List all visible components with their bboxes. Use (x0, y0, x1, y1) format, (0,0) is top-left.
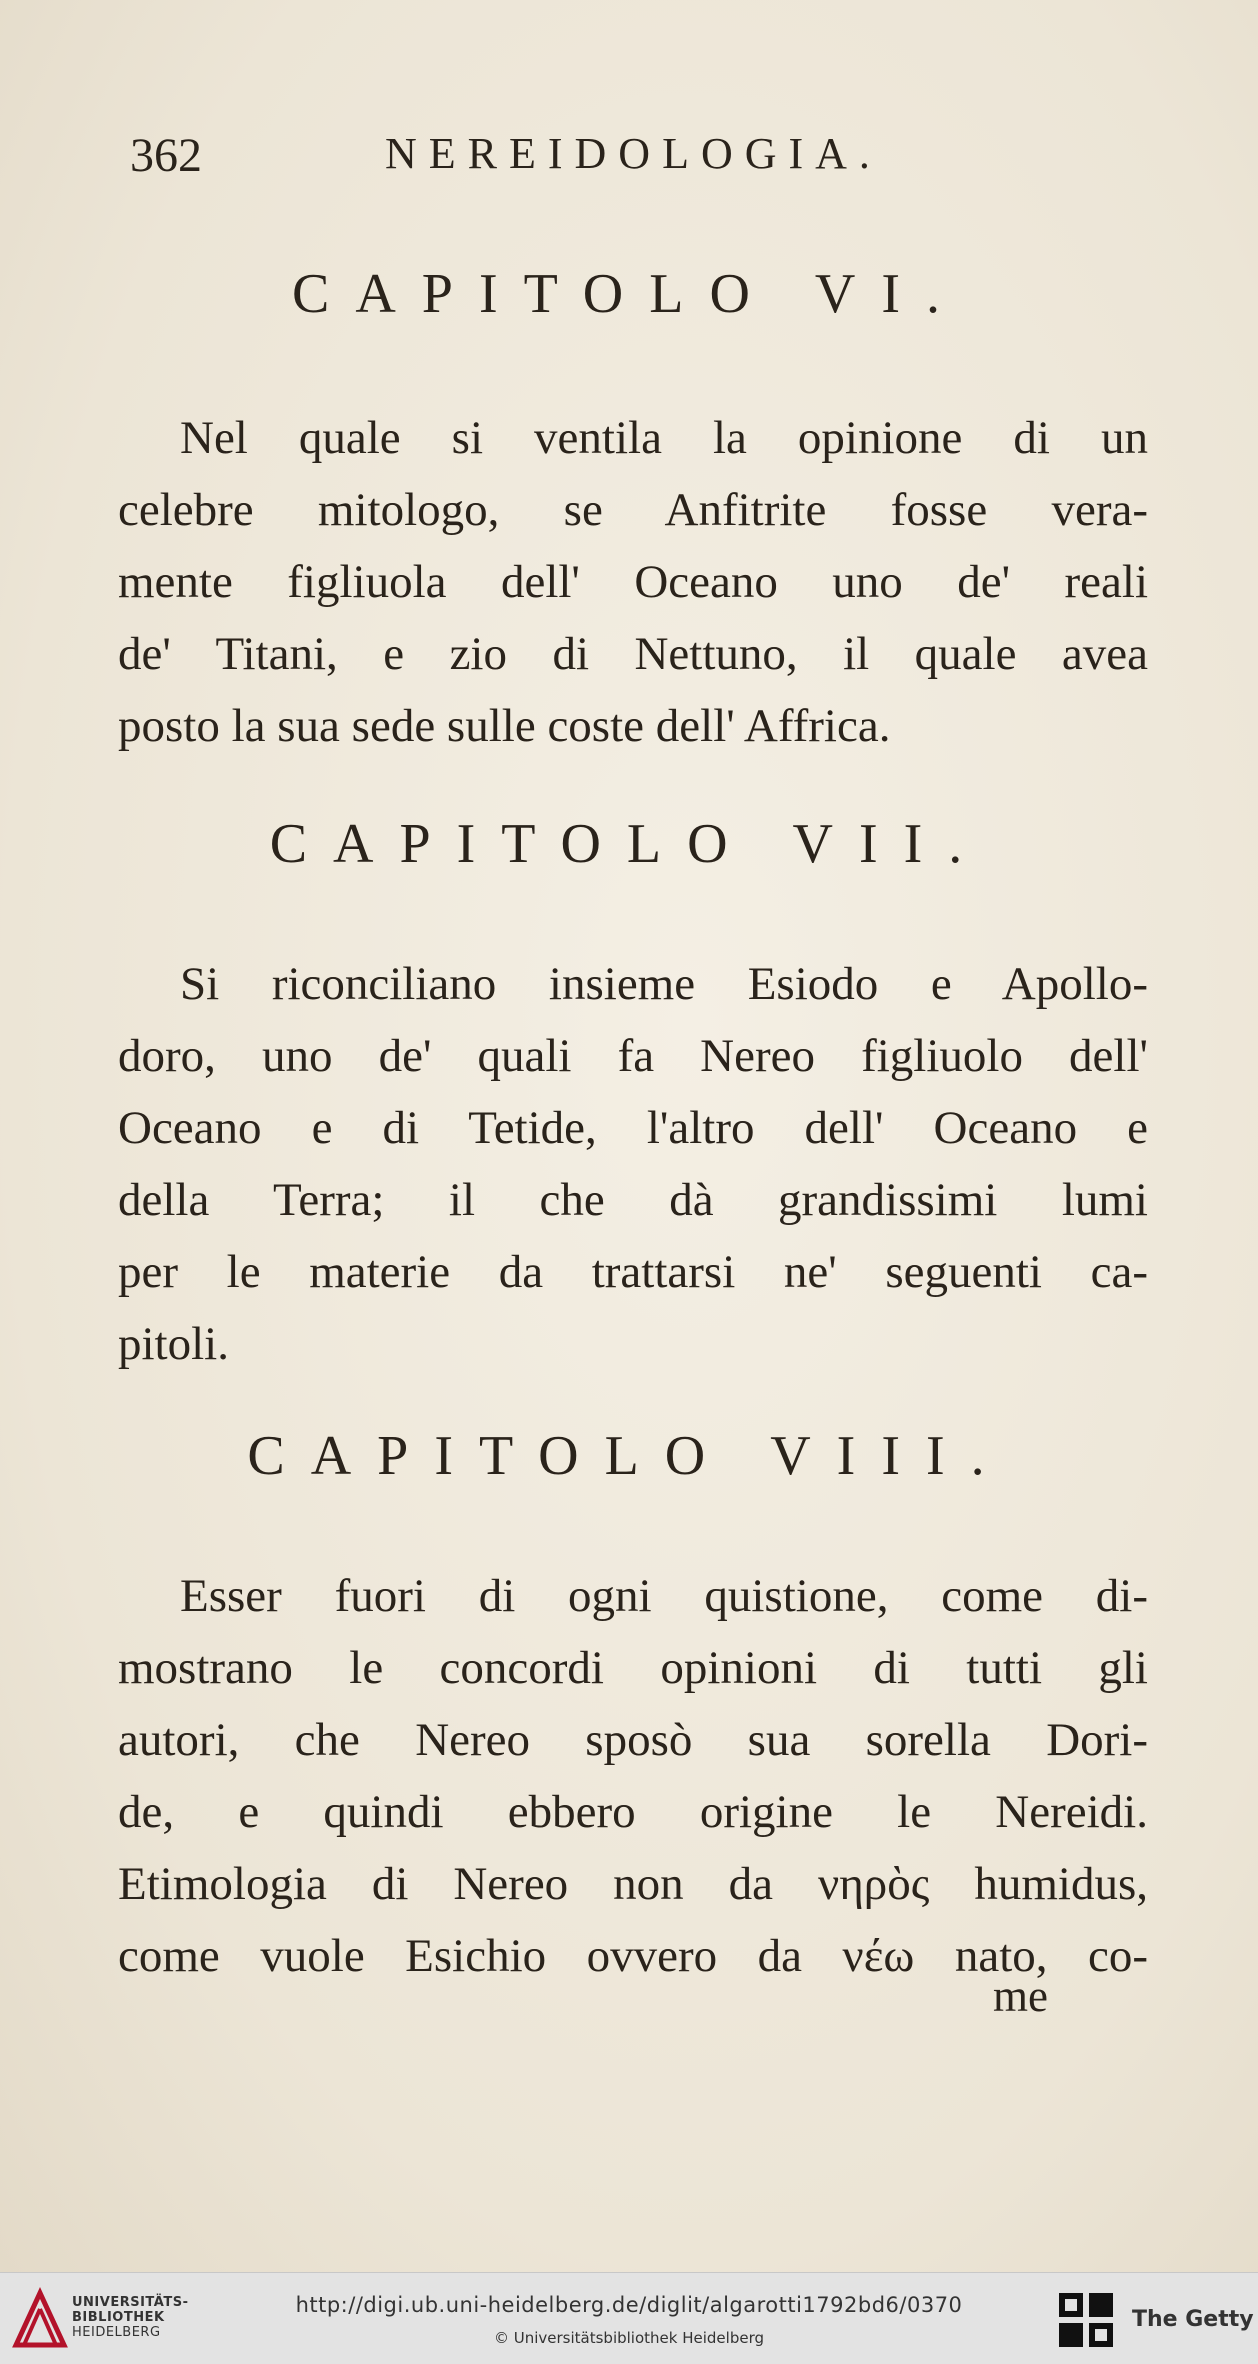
text-line: de' Titani, e zio di Nettuno, il quale avea (118, 628, 1148, 680)
chapter-summary-vii (118, 948, 1148, 1380)
text-line: mente figliuola dell' Oceano uno de' reali (118, 556, 1148, 608)
permalink[interactable]: http://digi.ub.uni-heidelberg.de/diglit/algarotti1792bd6/0370 (295, 2293, 963, 2317)
text-line: mostrano le concordi opinioni di tutti gli (118, 1642, 1148, 1694)
text-line: della Terra; il che dà grandissimi lumi (118, 1174, 1148, 1226)
partner-name: The Getty (1132, 2307, 1254, 2332)
text-line: per le materie da trattarsi ne' seguenti ca- (118, 1246, 1148, 1298)
text-line: pitoli. (118, 1318, 229, 1370)
chapter-heading-viii: CAPITOLO VIII. (247, 1425, 1011, 1487)
running-title: NEREIDOLOGIA. (385, 129, 882, 178)
text-line: posto la sua sede sulle coste dell' Affrica. (118, 700, 891, 752)
chapter-heading-vi: CAPITOLO VI. (292, 263, 966, 325)
text-line: de, e quindi ebbero origine le Nereidi. (118, 1786, 1148, 1838)
page-number: 362 (130, 129, 202, 182)
getty-logo-icon (1057, 2291, 1115, 2349)
chapter-summary-vi (118, 402, 1148, 762)
chapter-summary-viii (118, 1560, 1148, 1992)
text-line: come vuole Esichio ovvero da νέω nato, co- (118, 1930, 1148, 1982)
text-line: celebre mitologo, se Anfitrite fosse vera- (118, 484, 1148, 536)
copyright-notice: © Universitätsbibliothek Heidelberg (493, 2329, 764, 2347)
text-line: Oceano e di Tetide, l'altro dell' Oceano e (118, 1102, 1148, 1154)
text-line: Nel quale si ventila la opinione di un (180, 412, 1148, 464)
catchword: me (993, 1971, 1048, 2021)
text-line: Si riconciliano insieme Esiodo e Apollo- (180, 958, 1148, 1010)
text-line: doro, uno de' quali fa Nereo figliuolo dell' (118, 1030, 1148, 1082)
text-line: Etimologia di Nereo non da νηρὸς humidus, (118, 1858, 1148, 1910)
library-name: UNIVERSITÄTS- BIBLIOTHEK HEIDELBERG (72, 2295, 189, 2340)
chapter-heading-vii: CAPITOLO VII. (269, 813, 989, 875)
text-line: Esser fuori di ogni quistione, come di- (180, 1570, 1148, 1622)
text-line: autori, che Nereo sposò sua sorella Dori- (118, 1714, 1148, 1766)
viewer-footer (0, 2272, 1258, 2364)
